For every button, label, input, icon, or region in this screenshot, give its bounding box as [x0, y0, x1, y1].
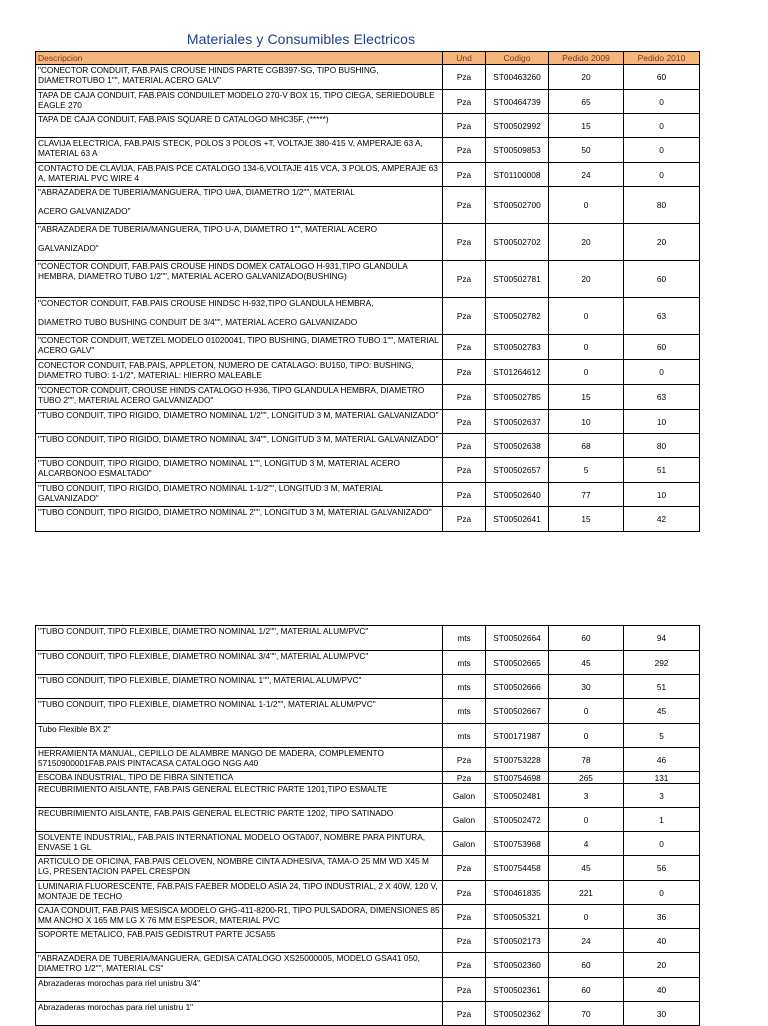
cell-pedido-2010: 42 [624, 507, 700, 532]
cell-codigo: ST00502641 [486, 507, 549, 532]
cell-pedido-2009: 65 [549, 90, 624, 114]
cell-und: mts [443, 651, 486, 675]
cell-und: Pza [443, 929, 486, 953]
cell-pedido-2010: 0 [624, 360, 700, 385]
cell-descripcion: "TUBO CONDUIT, TIPO RIGIDO, DIAMETRO NOMINAL 1"", LONGITUD 3 M, MATERIAL ACERO ALCARBONOO ESMALTADO" [36, 458, 443, 483]
cell-pedido-2010: 3 [624, 784, 700, 808]
cell-pedido-2009: 20 [549, 224, 624, 261]
cell-pedido-2010: 20 [624, 953, 700, 978]
cell-pedido-2009: 24 [549, 163, 624, 187]
cell-codigo: ST00754458 [486, 856, 549, 881]
cell-pedido-2009: 5 [549, 458, 624, 483]
table-row [36, 626, 700, 651]
cell-pedido-2010: 0 [624, 163, 700, 187]
cell-und: Pza [443, 360, 486, 385]
cell-codigo: ST00502657 [486, 458, 549, 483]
cell-descripcion: "CONECTOR CONDUIT, CROUSE HINDS CATALOGO H-936, TIPO GLANDULA HEMBRA, DIAMETRO TUBO 2"", MATERIAL ACERO GALVANIZADO" [36, 385, 443, 410]
cell-pedido-2010: 36 [624, 905, 700, 929]
cell-pedido-2009: 221 [549, 881, 624, 905]
table-row [36, 784, 700, 808]
cell-descripcion: "CONECTOR CONDUIT, FAB.PAIS CROUSE HINDS DOMEX CATALOGO H-931,TIPO GLANDULA HEMBRA, DIAMETRO TUBO 1/2"", MATERIAL ACERO GALVANIZADO(BUSHING) [36, 261, 443, 298]
header-codigo: Codigo [486, 52, 549, 65]
table-row [36, 675, 700, 699]
table-row [36, 458, 700, 483]
cell-pedido-2009: 0 [549, 724, 624, 748]
cell-und: Pza [443, 772, 486, 784]
table-row [36, 483, 700, 507]
cell-codigo: ST00502700 [486, 187, 549, 224]
cell-codigo: ST00509853 [486, 138, 549, 163]
cell-codigo: ST01100008 [486, 163, 549, 187]
table-row [36, 881, 700, 905]
cell-pedido-2009: 20 [549, 65, 624, 90]
table-row [36, 65, 700, 90]
cell-und: Pza [443, 1002, 486, 1026]
cell-descripcion: "TUBO CONDUIT, TIPO FLEXIBLE, DIAMETRO NOMINAL 3/4"", MATERIAL ALUM/PVC" [36, 651, 443, 675]
cell-pedido-2009: 4 [549, 832, 624, 856]
cell-codigo: ST00502362 [486, 1002, 549, 1026]
cell-und: Pza [443, 856, 486, 881]
cell-pedido-2010: 60 [624, 335, 700, 360]
cell-und: Pza [443, 748, 486, 772]
cell-descripcion: Abrazaderas morochas para riel unistru 3/4" [36, 978, 443, 1002]
cell-codigo: ST00464739 [486, 90, 549, 114]
cell-pedido-2009: 0 [549, 187, 624, 224]
cell-pedido-2010: 60 [624, 261, 700, 298]
cell-codigo: ST00463260 [486, 65, 549, 90]
cell-und: Galon [443, 784, 486, 808]
cell-pedido-2009: 0 [549, 699, 624, 724]
cell-descripcion: RECUBRIMIENTO AISLANTE, FAB.PAIS GENERAL ELECTRIC PARTE 1202, TIPO SATINADO [36, 808, 443, 832]
cell-codigo: ST00502638 [486, 434, 549, 458]
cell-pedido-2010: 10 [624, 483, 700, 507]
cell-und: Pza [443, 507, 486, 532]
cell-pedido-2009: 50 [549, 138, 624, 163]
materials-table-1 [35, 51, 700, 532]
cell-codigo: ST00754698 [486, 772, 549, 784]
table-row [36, 748, 700, 772]
cell-und: Pza [443, 187, 486, 224]
table-row [36, 699, 700, 724]
cell-und: Pza [443, 385, 486, 410]
cell-codigo: ST00502666 [486, 675, 549, 699]
cell-und: Pza [443, 163, 486, 187]
cell-pedido-2010: 45 [624, 699, 700, 724]
table-row [36, 507, 700, 532]
cell-pedido-2009: 60 [549, 626, 624, 651]
cell-descripcion: RECUBRIMIENTO AISLANTE, FAB.PAIS GENERAL ELECTRIC PARTE 1201,TIPO ESMALTE [36, 784, 443, 808]
cell-codigo: ST00502637 [486, 410, 549, 434]
cell-codigo: ST00502481 [486, 784, 549, 808]
cell-pedido-2010: 10 [624, 410, 700, 434]
cell-und: Pza [443, 881, 486, 905]
cell-descripcion: Tubo Flexible BX 2" [36, 724, 443, 748]
cell-codigo: ST00753968 [486, 832, 549, 856]
cell-descripcion: HERRAMIENTA MANUAL, CEPILLO DE ALAMBRE MANGO DE MADERA, COMPLEMENTO 57150900001FAB.PAIS PINTACASA CATALOGO NGG A40 [36, 748, 443, 772]
cell-pedido-2009: 0 [549, 335, 624, 360]
cell-descripcion: "CONECTOR CONDUIT, FAB.PAIS CROUSE HINDSC H-932,TIPO GLANDULA HEMBRA, DIAMETRO TUBO BUSHING CONDUIT DE 3/4"", MATERIAL ACERO GALVANIZADO [36, 298, 443, 335]
cell-descripcion: CONTACTO DE CLAVIJA, FAB.PAIS PCE CATALOGO 134-6,VOLTAJE 415 VCA, 3 POLOS, AMPERAJE 63 A, MATERIAL PVC WIRE 4 [36, 163, 443, 187]
cell-descripcion: "CONECTOR CONDUIT, FAB.PAIS CROUSE HINDS PARTE CGB397-SG, TIPO BUSHING, DIAMETROTUBO 1"", MATERIAL ACERO GALV" [36, 65, 443, 90]
cell-pedido-2009: 45 [549, 856, 624, 881]
cell-und: Pza [443, 65, 486, 90]
cell-und: Pza [443, 458, 486, 483]
cell-und: Pza [443, 261, 486, 298]
cell-pedido-2009: 20 [549, 261, 624, 298]
cell-descripcion: "ABRAZADERA DE TUBERIA/MANGUERA, TIPO U-A, DIAMETRO 1"", MATERIAL ACERO GALVANIZADO" [36, 224, 443, 261]
cell-pedido-2010: 51 [624, 675, 700, 699]
header-pedido-2009: Pedido 2009 [549, 52, 624, 65]
table-row [36, 187, 700, 224]
table-row [36, 856, 700, 881]
table-row [36, 808, 700, 832]
cell-descripcion: CAJA CONDUIT, FAB.PAIS MESISCA MODELO GHG-411-8200-R1, TIPO PULSADORA, DIMENSIONES 85 MM ANCHO X 165 MM LG X 76 MM ESPESOR, MATERIAL PVC [36, 905, 443, 929]
cell-und: Pza [443, 90, 486, 114]
cell-codigo: ST00502781 [486, 261, 549, 298]
table-row [36, 410, 700, 434]
cell-pedido-2009: 24 [549, 929, 624, 953]
cell-pedido-2010: 1 [624, 808, 700, 832]
cell-pedido-2009: 60 [549, 953, 624, 978]
cell-pedido-2010: 20 [624, 224, 700, 261]
cell-und: Pza [443, 224, 486, 261]
cell-pedido-2009: 265 [549, 772, 624, 784]
table-row [36, 335, 700, 360]
cell-codigo: ST00502785 [486, 385, 549, 410]
cell-descripcion: LUMINARIA FLUORESCENTE, FAB.PAIS FAEBER MODELO ASIA 24, TIPO INDUSTRIAL, 2 X 40W, 120 V, MONTAJE DE TECHO [36, 881, 443, 905]
table-row [36, 360, 700, 385]
cell-pedido-2010: 63 [624, 298, 700, 335]
cell-pedido-2009: 3 [549, 784, 624, 808]
cell-pedido-2010: 51 [624, 458, 700, 483]
cell-und: Pza [443, 114, 486, 138]
cell-codigo: ST00502361 [486, 978, 549, 1002]
cell-descripcion: TAPA DE CAJA CONDUIT, FAB.PAIS SQUARE D CATALOGO MHC35F, (*****) [36, 114, 443, 138]
cell-codigo: ST00505321 [486, 905, 549, 929]
cell-pedido-2009: 15 [549, 385, 624, 410]
table-row [36, 261, 700, 298]
cell-und: Pza [443, 298, 486, 335]
cell-pedido-2009: 0 [549, 905, 624, 929]
cell-descripcion: ESCOBA INDUSTRIAL, TIPO DE FIBRA SINTETICA [36, 772, 443, 784]
cell-und: Pza [443, 483, 486, 507]
table-row [36, 224, 700, 261]
cell-und: Galon [443, 832, 486, 856]
cell-codigo: ST00502472 [486, 808, 549, 832]
table-row [36, 163, 700, 187]
cell-pedido-2009: 45 [549, 651, 624, 675]
table-row [36, 298, 700, 335]
cell-und: Pza [443, 335, 486, 360]
cell-descripcion: "TUBO CONDUIT, TIPO RIGIDO, DIAMETRO NOMINAL 1-1/2"", LONGITUD 3 M, MATERIAL GALVANIZADO" [36, 483, 443, 507]
cell-pedido-2010: 0 [624, 90, 700, 114]
cell-pedido-2009: 15 [549, 507, 624, 532]
table-row [36, 434, 700, 458]
cell-codigo: ST00502664 [486, 626, 549, 651]
table-row [36, 772, 700, 784]
cell-pedido-2009: 68 [549, 434, 624, 458]
cell-descripcion: ARTICULO DE OFICINA, FAB.PAIS CELOVEN, NOMBRE CINTA ADHESIVA, TAMA-O 25 MM WD X45 M LG, PRESENTACION PAPEL CRESPON [36, 856, 443, 881]
cell-codigo: ST00502360 [486, 953, 549, 978]
cell-pedido-2010: 0 [624, 114, 700, 138]
cell-und: Pza [443, 138, 486, 163]
cell-descripcion: "ABRAZADERA DE TUBERIA/MANGUERA, GEDISA CATALOGO XS25000005, MODELO GSA41 050, DIAMETRO 1/2"", MATERIAL CS" [36, 953, 443, 978]
cell-descripcion: Abrazaderas morochas para riel unistru 1" [36, 1002, 443, 1026]
cell-codigo: ST00171987 [486, 724, 549, 748]
cell-und: mts [443, 675, 486, 699]
header-descripcion: Descripcion [36, 52, 443, 65]
cell-codigo: ST00502173 [486, 929, 549, 953]
table-row [36, 90, 700, 114]
cell-pedido-2010: 56 [624, 856, 700, 881]
header-und: Und [443, 52, 486, 65]
table-row [36, 724, 700, 748]
cell-pedido-2010: 94 [624, 626, 700, 651]
materials-table-2 [35, 625, 700, 1026]
cell-descripcion: "TUBO CONDUIT, TIPO RIGIDO, DIAMETRO NOMINAL 1/2"", LONGITUD 3 M, MATERIAL GALVANIZADO" [36, 410, 443, 434]
table-row [36, 978, 700, 1002]
cell-codigo: ST00502665 [486, 651, 549, 675]
table-row [36, 1002, 700, 1026]
cell-pedido-2009: 15 [549, 114, 624, 138]
cell-pedido-2009: 0 [549, 298, 624, 335]
cell-descripcion: "ABRAZADERA DE TUBERIA/MANGUERA, TIPO U#A, DIAMETRO 1/2"", MATERIAL ACERO GALVANIZADO" [36, 187, 443, 224]
cell-pedido-2010: 292 [624, 651, 700, 675]
cell-pedido-2010: 30 [624, 1002, 700, 1026]
cell-und: mts [443, 626, 486, 651]
cell-pedido-2010: 40 [624, 929, 700, 953]
cell-pedido-2009: 0 [549, 808, 624, 832]
table-row [36, 953, 700, 978]
cell-pedido-2010: 80 [624, 434, 700, 458]
cell-descripcion: "TUBO CONDUIT, TIPO FLEXIBLE, DIAMETRO NOMINAL 1-1/2"", MATERIAL ALUM/PVC" [36, 699, 443, 724]
cell-codigo: ST01264612 [486, 360, 549, 385]
cell-pedido-2009: 10 [549, 410, 624, 434]
cell-pedido-2010: 60 [624, 65, 700, 90]
cell-descripcion: "CONECTOR CONDUIT, WETZEL MODELO 01020041, TIPO BUSHING, DIAMETRO TUBO 1"", MATERIAL ACERO GALV" [36, 335, 443, 360]
cell-pedido-2010: 63 [624, 385, 700, 410]
cell-descripcion: SOLVENTE INDUSTRIAL, FAB.PAIS INTERNATIONAL MODELO OGTA007, NOMBRE PARA PINTURA, ENVASE 1 GL [36, 832, 443, 856]
table-row [36, 929, 700, 953]
cell-und: Pza [443, 953, 486, 978]
cell-codigo: ST00502782 [486, 298, 549, 335]
cell-descripcion: "TUBO CONDUIT, TIPO FLEXIBLE, DIAMETRO NOMINAL 1/2"", MATERIAL ALUM/PVC" [36, 626, 443, 651]
cell-pedido-2010: 131 [624, 772, 700, 784]
table-row [36, 651, 700, 675]
cell-pedido-2009: 60 [549, 978, 624, 1002]
cell-und: mts [443, 699, 486, 724]
cell-pedido-2009: 0 [549, 360, 624, 385]
cell-descripcion: "TUBO CONDUIT, TIPO RIGIDO, DIAMETRO NOMINAL 3/4"", LONGITUD 3 M, MATERIAL GALVANIZADO" [36, 434, 443, 458]
cell-descripcion: "TUBO CONDUIT, TIPO FLEXIBLE, DIAMETRO NOMINAL 1"", MATERIAL ALUM/PVC" [36, 675, 443, 699]
cell-pedido-2010: 46 [624, 748, 700, 772]
cell-descripcion: TAPA DE CAJA CONDUIT, FAB.PAIS CONDUILET MODELO 270-V BOX 15, TIPO CIEGA, SERIEDOUBLE EAGLE 270 [36, 90, 443, 114]
table-header-row [36, 52, 700, 65]
cell-und: Pza [443, 905, 486, 929]
header-pedido-2010: Pedido 2010 [624, 52, 700, 65]
cell-pedido-2010: 40 [624, 978, 700, 1002]
table-row [36, 385, 700, 410]
cell-und: Pza [443, 978, 486, 1002]
cell-codigo: ST00502702 [486, 224, 549, 261]
cell-codigo: ST00461835 [486, 881, 549, 905]
cell-pedido-2009: 78 [549, 748, 624, 772]
cell-descripcion: "TUBO CONDUIT, TIPO RIGIDO, DIAMETRO NOMINAL 2"", LONGITUD 3 M, MATERIAL GALVANIZADO" [36, 507, 443, 532]
cell-codigo: ST00753228 [486, 748, 549, 772]
cell-descripcion: CLAVIJA ELECTRICA, FAB.PAIS STECK, POLOS 3 POLOS +T, VOLTAJE 380-415 V, AMPERAJE 63 A, MATERIAL 63 A [36, 138, 443, 163]
cell-und: Pza [443, 434, 486, 458]
cell-codigo: ST00502783 [486, 335, 549, 360]
cell-pedido-2010: 80 [624, 187, 700, 224]
cell-pedido-2010: 5 [624, 724, 700, 748]
cell-pedido-2010: 0 [624, 138, 700, 163]
cell-descripcion: CONECTOR CONDUIT, FAB.PAIS, APPLETON, NUMERO DE CATALAGO: BU150, TIPO: BUSHING, DIAMETRO TUBO: 1-1/2", MATERIAL: HIERRO MALEABLE [36, 360, 443, 385]
cell-descripcion: SOPORTE METALICO, FAB.PAIS GEDISTRUT PARTE JCSA55 [36, 929, 443, 953]
table-row [36, 832, 700, 856]
cell-pedido-2009: 30 [549, 675, 624, 699]
cell-pedido-2009: 70 [549, 1002, 624, 1026]
table-row [36, 138, 700, 163]
document-title: Materiales y Consumibles Electricos [186, 31, 416, 47]
cell-codigo: ST00502992 [486, 114, 549, 138]
cell-pedido-2010: 0 [624, 881, 700, 905]
cell-pedido-2010: 0 [624, 832, 700, 856]
table-row [36, 114, 700, 138]
cell-und: Galon [443, 808, 486, 832]
table-row [36, 905, 700, 929]
cell-codigo: ST00502667 [486, 699, 549, 724]
cell-und: Pza [443, 410, 486, 434]
cell-codigo: ST00502640 [486, 483, 549, 507]
cell-und: mts [443, 724, 486, 748]
cell-pedido-2009: 77 [549, 483, 624, 507]
